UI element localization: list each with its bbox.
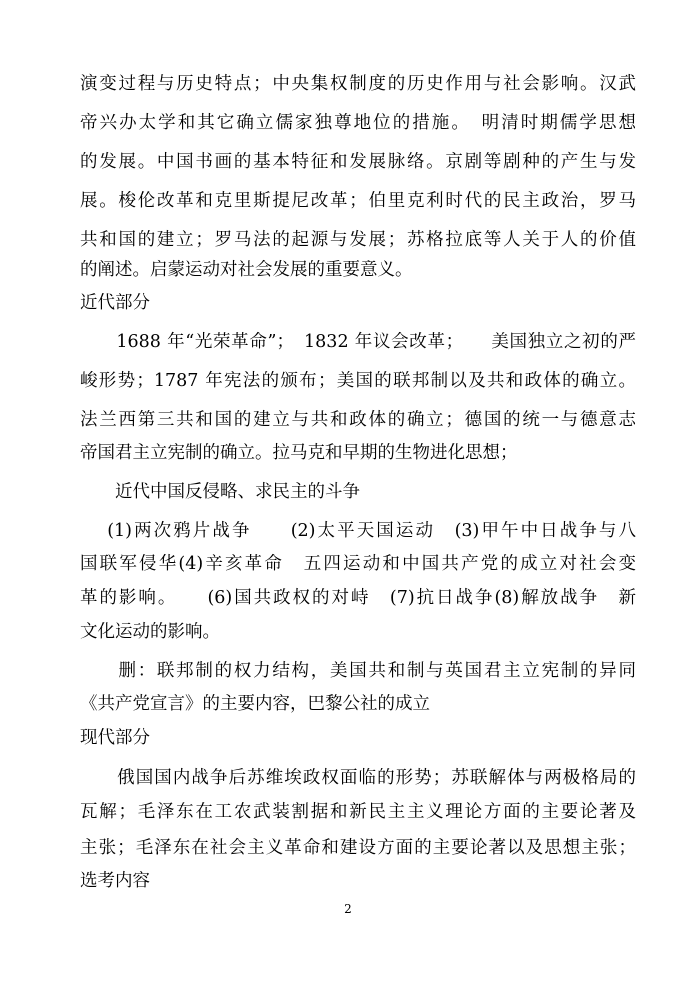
text-line-9: 峻形势；1787 年宪法的颁布；美国的联邦制以及共和政体的确立。 (80, 371, 636, 391)
text-line-8: 1688 年“光荣革命”； 1832 年议会改革； 美国独立之初的严 (80, 332, 636, 352)
text-line-11: 帝国君主立宪制的确立。拉马克和早期的生物进化思想； (80, 443, 518, 463)
text-line-18: 《共产党宣言》的主要内容，巴黎公社的成立 (80, 694, 430, 714)
text-line-21: 瓦解；毛泽东在工农武装割据和新民主主义理论方面的主要论著及 (80, 802, 636, 822)
text-line-15: 革的影响。 (6)国共政权的对峙 (7)抗日战争(8)解放战争 新 (80, 588, 636, 608)
text-line-6: 的阐述。启蒙运动对社会发展的重要意义。 (80, 260, 413, 280)
text-line-13: (1)两次鸦片战争 (2)太平天国运动 (3)甲午中日战争与八 (80, 521, 636, 541)
page-number: 2 (344, 902, 352, 916)
text-line-3: 的发展。中国书画的基本特征和发展脉络。京剧等剧种的产生与发 (80, 152, 636, 172)
subheading-anti-aggression: 近代中国反侵略、求民主的斗争 (80, 482, 360, 502)
text-line-20: 俄国国内战争后苏维埃政权面临的形势；苏联解体与两极格局的 (80, 768, 636, 788)
text-line-23: 选考内容 (80, 871, 150, 891)
text-line-16: 文化运动的影响。 (80, 622, 220, 642)
text-line-10: 法兰西第三共和国的建立与共和政体的确立；德国的统一与德意志 (80, 410, 636, 430)
section-heading-contemporary-history: 现代部分 (80, 728, 150, 748)
text-line-5: 共和国的建立；罗马法的起源与发展；苏格拉底等人关于人的价值 (80, 230, 636, 250)
text-line-4: 展。梭伦改革和克里斯提尼改革；伯里克利时代的民主政治，罗马 (80, 191, 636, 211)
text-line-22: 主张；毛泽东在社会主义革命和建设方面的主要论著以及思想主张； (80, 838, 636, 858)
text-line-1: 演变过程与历史特点；中央集权制度的历史作用与社会影响。汉武 (80, 74, 636, 94)
text-line-17: 删：联邦制的权力结构，美国共和制与英国君主立宪制的异同 (80, 661, 636, 681)
text-line-2: 帝兴办太学和其它确立儒家独尊地位的措施。 明清时期儒学思想 (80, 113, 636, 133)
text-line-14: 国联军侵华(4)辛亥革命 五四运动和中国共产党的成立对社会变 (80, 554, 636, 574)
section-heading-modern-history: 近代部分 (80, 293, 150, 313)
